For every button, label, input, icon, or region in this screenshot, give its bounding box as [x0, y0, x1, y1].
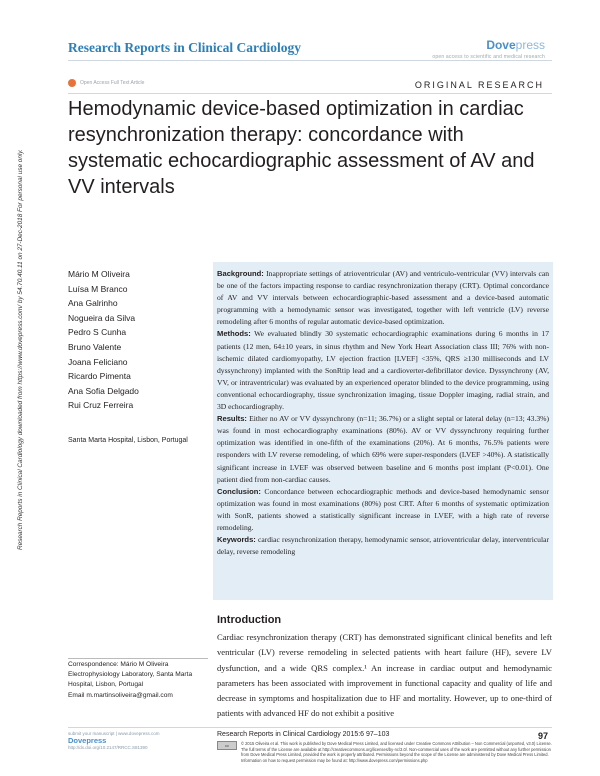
author: Bruno Valente — [68, 341, 122, 352]
author: Ana Galrinho — [68, 298, 118, 309]
doi-link[interactable]: http://dx.doi.org/10.2147/RRCC.S81390 — [68, 745, 148, 750]
license-notice — [217, 741, 552, 763]
results-label: Results: — [217, 414, 247, 424]
introduction-heading: Introduction — [217, 614, 282, 626]
keywords-text: cardiac resynchronization therapy, hemodynamic sensor, atrioventricular delay, interventricular delay, reverse remodeling — [217, 535, 549, 557]
article-title: Hemodynamic device-based optimization in cardiac resynchronization therapy: concordance with systematic echocardiographic assessment of AV and VV intervals — [68, 98, 535, 198]
conclusion-label: Conclusion: — [217, 486, 261, 496]
publisher-suffix: press — [515, 38, 545, 52]
background-text: Inappropriate settings of atrioventricular (AV) and ventriculo-ventricular (VV) intervals can be one of the factors impacting response to cardiac resynchronization therapy (CRT). Optimal concordance of AV and VV intervals between echocardiographic-based assessment and a device-based automatic programming with a hemodynamic sensor was investigated, together with left ventricle (LV) reverse remodeling after 6 months of regular automatic device-based optimization. — [217, 269, 550, 327]
open-access-text: Open Access Full Text Article — [80, 80, 145, 86]
correspondence — [68, 660, 208, 701]
methods-label: Methods: — [217, 329, 251, 339]
methods-text: We evaluated blindly 30 systematic echocardiographic examinations during 6 months in 17 patients (12 men, 64±10 years, in sinus rhythm and New York Heart Association class III; 76% with non-ischemic dilated cardiomyopathy, LV ejection fraction [LVEF] <35%, QRS ≥130 milliseconds and LV dyssynchrony) implanted with the SonRtip lead and a cardioverter-defibrillator device. Dyssynchrony (AV, VV, or intraventricular) was evaluated by an experienced operator blinded to the device programming, using conventional echocardiography, tissue synchronization imaging, tissue Doppler imaging, radial strain, and 3D echocardiography. — [217, 329, 549, 412]
author: Ricardo Pimenta — [68, 371, 131, 382]
conclusion-text: Concordance between echocardiographic methods and device-based hemodynamic sensor optimization was found in most examinations (80%) post CRT. After 6 months of systematic optimization with SonR, patients showed a statistically significant increase in LVEF, with a high rate of reverse remodeling. — [217, 486, 549, 532]
keywords-label: Keywords: — [217, 535, 256, 545]
footer-divider — [68, 727, 552, 728]
publisher-logo[interactable] — [432, 38, 545, 60]
author: Pedro S Cunha — [68, 327, 127, 338]
publisher-brand: Dove — [486, 38, 516, 52]
background-label: Background: — [217, 269, 264, 278]
open-access-label — [68, 79, 144, 87]
author: Luísa M Branco — [68, 283, 128, 294]
correspondence-email[interactable]: Email m.martinsoliveira@gmail.com — [68, 691, 173, 699]
section-label: ORIGINAL RESEARCH — [414, 80, 544, 90]
header-divider — [68, 60, 552, 61]
footer-left — [68, 730, 188, 751]
author: Ana Sofia Delgado — [68, 385, 139, 396]
publisher-tagline: open access to scientific and medical research — [432, 54, 545, 60]
open-access-icon — [68, 79, 76, 87]
author: Mário M Oliveira — [68, 269, 130, 279]
affiliation: Santa Marta Hospital, Lisbon, Portugal — [68, 437, 188, 444]
correspondence-divider — [68, 658, 208, 659]
footer-citation: Research Reports in Clinical Cardiology 2015:6 97–103 — [217, 731, 390, 738]
author: Rui Cruz Ferreira — [68, 400, 134, 411]
introduction-text: Cardiac resynchronization therapy (CRT) has demonstrated significant clinical benefits and left ventricular (LV) reverse remodeling in selected patients with heart failure (HF), severe LV dysfunction, and a wide QRS complex.¹ An increase in cardiac output and hemodynamic parameters has been associated with improvement in functional capacity and quality of life and decrease in symptoms and hospitalization due to HF and mortality. However, up to one-third of patients with advanced HF do not exhibit a positive — [217, 632, 552, 719]
results-text: Either no AV or VV dyssynchrony (n=11; 36.7%) or a slight septal or lateral delay (n=13; 43.3%) was found in most echocardiography examinations (80%). AV or VV dyssynchrony requiring further optimization was identified in one-fifth of the examinations (20%). At 6 months, 76.5% patients were responders with LV reverse remodeling, of which 69% were super-responders (LVEF >40%). A statistically significant increase in LVEF was observed between baseline and 6 months post implant (P<0.01). One patient died from non-cardiac causes. — [217, 414, 549, 484]
download-notice: Research Reports in Clinical Cardiology downloaded from https://www.dovepress.com/ by 54.70.40.11 on 27-Dec-2018 For personal use only. — [17, 149, 24, 550]
author-list — [68, 267, 203, 413]
title-divider — [68, 93, 552, 94]
cc-license-icon: cc — [217, 741, 237, 750]
license-text: © 2015 Oliveira et al. This work is published by Dove Medical Press Limited, and licensed under Creative Commons Attribution – Non Commercial (unported, v3.0) License. The full terms of the License are available at http://creativecommons.org/licenses/by-nc/3.0/. Non-commercial uses of the work are permitted without any further permission from Dove Medical Press Limited, provided the work is properly attributed. Permissions beyond the scope of the License are administered by Dove Medical Press Limited. Information on how to request permission may be found at: http://www.dovepress.com/permissions.php — [241, 741, 552, 763]
author: Joana Feliciano — [68, 356, 128, 367]
abstract — [217, 268, 549, 558]
download-sidebar — [6, 130, 56, 550]
footer-brand[interactable]: Dovepress — [68, 736, 107, 745]
submit-link[interactable]: submit your manuscript | www.dovepress.com — [68, 731, 160, 736]
author: Nogueira da Silva — [68, 312, 136, 323]
correspondence-dept: Electrophysiology Laboratory, Santa Marta Hospital, Lisbon, Portugal — [68, 671, 193, 689]
correspondence-label: Correspondence: Mário M Oliveira — [68, 661, 169, 668]
journal-title: Research Reports in Clinical Cardiology — [68, 40, 301, 55]
page-number: 97 — [537, 731, 548, 741]
